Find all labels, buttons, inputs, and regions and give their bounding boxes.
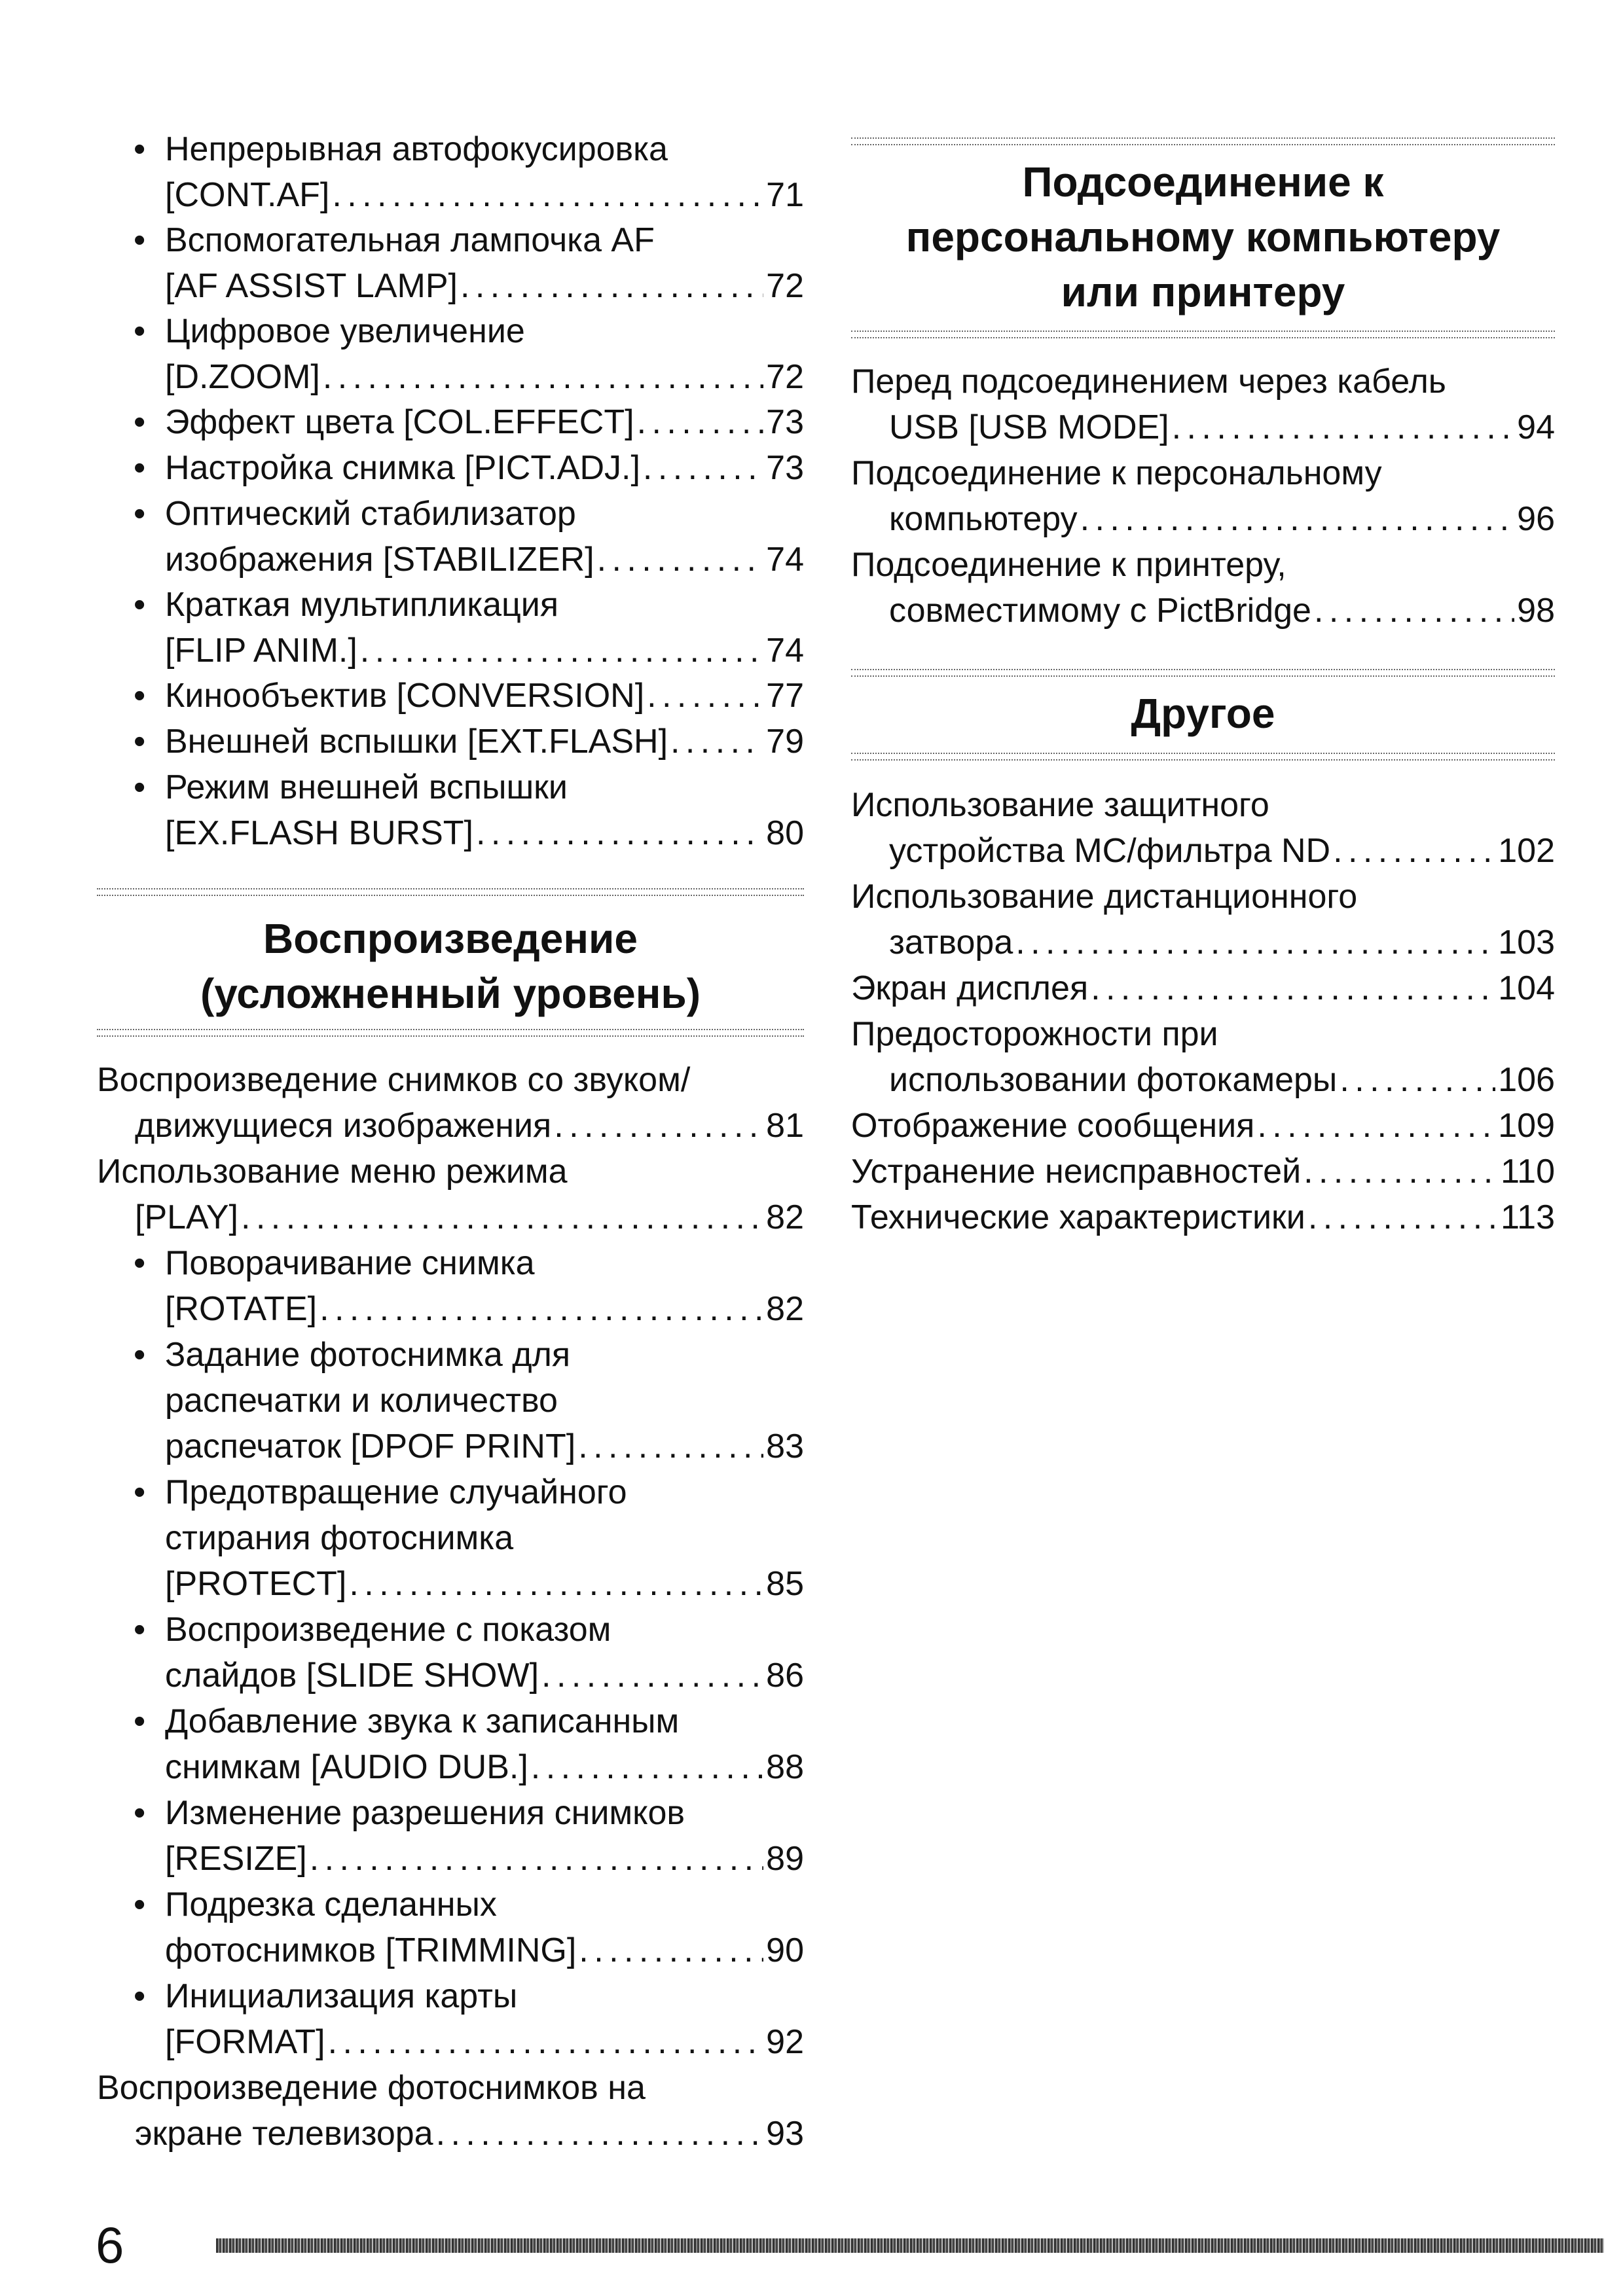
toc-item-d-zoom[interactable]: • Цифровое увеличение [D.ZOOM] . . . 72 — [97, 308, 804, 400]
page-ref: 110 — [1501, 1153, 1555, 1191]
toc-item-play-menu[interactable]: Использование меню режима [PLAY] . . . 82 — [97, 1149, 804, 1240]
toc-item-precautions[interactable]: Предосторожности при использовании фотокамеры . . . 106 — [851, 1011, 1555, 1103]
bullet-icon: • — [134, 677, 146, 715]
toc-item-protect[interactable]: • Предотвращение случайного стирания фотоснимка [PROTECT] . . . 85 — [97, 1469, 804, 1607]
toc-item-display-screen[interactable]: Экран дисплея . . . 104 — [851, 965, 1555, 1011]
toc-item-playback-audio-motion[interactable]: Воспроизведение снимков со звуком/ движущиеся изображения . . . 81 — [97, 1057, 804, 1149]
page-ref: 103 — [1498, 924, 1555, 961]
page-number: 6 — [96, 2216, 124, 2274]
section-rule-top — [851, 137, 1555, 145]
bullet-icon: • — [134, 130, 146, 168]
toc-item-conversion[interactable]: • Кинообъектив [CONVERSION] . . . 77 — [97, 673, 804, 719]
page-ref: 85 — [766, 1565, 804, 1603]
bullet-icon: • — [134, 1886, 146, 1924]
page-ref: 98 — [1517, 592, 1555, 630]
toc-item-rotate[interactable]: • Поворачивание снимка [ROTATE] . . . 82 — [97, 1240, 804, 1332]
page-ref: 88 — [766, 1748, 804, 1786]
toc-item-specifications[interactable]: Технические характеристики . . . 113 — [851, 1194, 1555, 1240]
page-ref: 72 — [766, 267, 804, 305]
section-rule-bottom — [851, 753, 1555, 761]
page-ref: 109 — [1498, 1107, 1555, 1145]
page-ref: 80 — [766, 814, 804, 852]
bullet-icon: • — [134, 723, 146, 761]
toc-item-trimming[interactable]: • Подрезка сделанных фотоснимков [TRIMMING] . . . 90 — [97, 1882, 804, 1973]
page-ref: 94 — [1517, 408, 1555, 446]
bullet-icon: • — [134, 1977, 146, 2015]
page-ref: 90 — [766, 1931, 804, 1969]
bullet-icon: • — [134, 495, 146, 533]
bullet-icon: • — [134, 1336, 146, 1374]
toc-item-connect-pc[interactable]: Подсоединение к персональному компьютеру . . . 96 — [851, 450, 1555, 542]
footer-bar — [216, 2238, 1604, 2253]
bullet-icon: • — [134, 403, 146, 441]
section-title-other: Другое — [1131, 690, 1275, 737]
page-ref: 73 — [766, 403, 804, 441]
toc-item-slide-show[interactable]: • Воспроизведение с показом слайдов [SLIDE SHOW] . . . 86 — [97, 1607, 804, 1698]
toc-item-usb-mode[interactable]: Перед подсоединением через кабель USB [USB MODE] . . . 94 — [851, 359, 1555, 450]
page-ref: 74 — [766, 541, 804, 579]
toc-item-messages[interactable]: Отображение сообщения . . . 109 — [851, 1103, 1555, 1149]
page-ref: 81 — [766, 1107, 804, 1145]
page-ref: 93 — [766, 2115, 804, 2153]
toc-item-dpof-print[interactable]: • Задание фотоснимка для распечатки и количество распечаток [DPOF PRINT] . . . 83 — [97, 1332, 804, 1469]
page-ref: 89 — [766, 1840, 804, 1878]
toc-item-pict-adj[interactable]: • Настройка снимка [PICT.ADJ.] . . . 73 — [97, 445, 804, 491]
toc-item-col-effect[interactable]: • Эффект цвета [COL.EFFECT] . . . 73 — [97, 399, 804, 445]
toc-item-stabilizer[interactable]: • Оптический стабилизатор изображения [STABILIZER] . . . 74 — [97, 491, 804, 583]
bullet-icon: • — [134, 221, 146, 259]
page-ref: 92 — [766, 2023, 804, 2061]
page-ref: 113 — [1501, 1198, 1555, 1236]
bullet-icon: • — [134, 1473, 146, 1511]
page-ref: 71 — [766, 176, 804, 214]
bullet-icon: • — [134, 1244, 146, 1282]
toc-item-troubleshooting[interactable]: Устранение неисправностей . . . 110 — [851, 1149, 1555, 1194]
toc-item-ex-flash-burst[interactable]: • Режим внешней вспышки [EX.FLASH BURST] . . . 80 — [97, 764, 804, 856]
bullet-icon: • — [134, 312, 146, 350]
page-ref: 104 — [1498, 969, 1555, 1007]
page-ref: 77 — [766, 677, 804, 715]
toc-item-tv-playback[interactable]: Воспроизведение фотоснимков на экране телевизора . . . 93 — [97, 2065, 804, 2157]
page-ref: 74 — [766, 632, 804, 670]
toc-item-audio-dub[interactable]: • Добавление звука к записанным снимкам [AUDIO DUB.] . . . 88 — [97, 1698, 804, 1790]
toc-item-pictbridge[interactable]: Подсоединение к принтеру, совместимому с PictBridge . . . 98 — [851, 542, 1555, 634]
section-rule-top — [97, 888, 804, 896]
bullet-icon: • — [134, 586, 146, 624]
page-ref: 73 — [766, 449, 804, 487]
toc-item-af-assist-lamp[interactable]: • Вспомогательная лампочка AF [AF ASSIST LAMP] . . . 72 — [97, 217, 804, 309]
section-rule-bottom — [97, 1029, 804, 1037]
toc-item-resize[interactable]: • Изменение разрешения снимков [RESIZE] . . . 89 — [97, 1790, 804, 1882]
page-ref: 86 — [766, 1657, 804, 1695]
section-rule-top — [851, 669, 1555, 677]
bullet-icon: • — [134, 768, 146, 806]
page-ref: 82 — [766, 1290, 804, 1328]
toc-item-remote-shutter[interactable]: Использование дистанционного затвора . . . 103 — [851, 874, 1555, 965]
section-title-playback: Воспроизведение (усложненный уровень) — [200, 915, 701, 1017]
page-ref: 72 — [766, 358, 804, 396]
bullet-icon: • — [134, 1702, 146, 1740]
toc-item-format[interactable]: • Инициализация карты [FORMAT] . . . 92 — [97, 1973, 804, 2065]
toc-item-cont-af[interactable]: • Непрерывная автофокусировка [CONT.AF] . . . 71 — [97, 126, 804, 218]
page-ref: 79 — [766, 723, 804, 761]
section-rule-bottom — [851, 331, 1555, 338]
toc-item-flip-anim[interactable]: • Краткая мультипликация [FLIP ANIM.] . . . 74 — [97, 582, 804, 673]
page-ref: 102 — [1498, 832, 1555, 870]
page-ref: 106 — [1498, 1061, 1555, 1099]
toc-item-mc-nd-filter[interactable]: Использование защитного устройства MC/фильтра ND . . . 102 — [851, 782, 1555, 874]
page-ref: 82 — [766, 1198, 804, 1236]
bullet-icon: • — [134, 1794, 146, 1832]
bullet-icon: • — [134, 449, 146, 487]
toc-item-ext-flash[interactable]: • Внешней вспышки [EXT.FLASH] . . . 79 — [97, 719, 804, 764]
page-ref: 96 — [1517, 500, 1555, 538]
page-ref: 83 — [766, 1427, 804, 1465]
section-title-connect: Подсоединение к персональному компьютеру или принтеру — [905, 158, 1501, 315]
bullet-icon: • — [134, 1611, 146, 1649]
